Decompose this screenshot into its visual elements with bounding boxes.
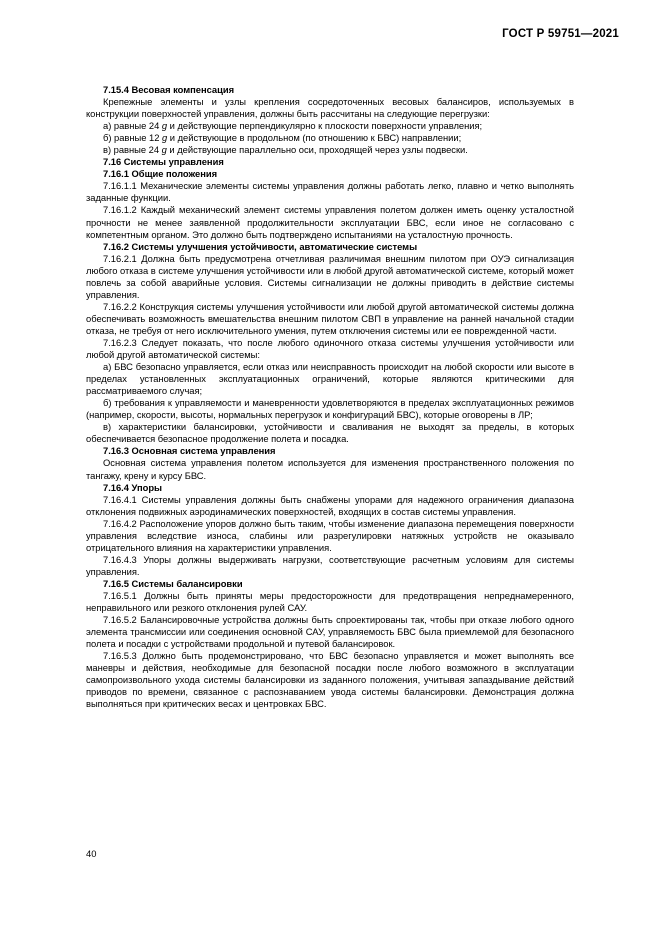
- paragraph-7-15-4-intro: Крепежные элементы и узлы крепления сосредоточенных весовых балансиров, используемых в конструкции поверхностей управления, должны быть рассчитаны на следующие перегрузки:: [86, 96, 574, 120]
- paragraph-7-16-2-2: 7.16.2.2 Конструкция системы улучшения устойчивости или любой другой автоматической системы должна обеспечивать возможность вмешательства внешним пилотом СВП в управление на ранней начальной стадии отказа, не требуя от него исключительного умения, путем отключения системы или ее поврежденной части.: [86, 300, 574, 336]
- paragraph-7-16-1-2: 7.16.1.2 Каждый механический элемент системы управления полетом должен иметь оценку усталостной прочности не менее заявленной продолжительности эксплуатации БВС, если иное не согласовано с компетентным органом. Это должно быть подтверждено испытаниями на усталостную прочность.: [86, 204, 574, 240]
- page-number: 40: [86, 848, 97, 859]
- paragraph-7-16-3-1: Основная система управления полетом используется для изменения пространственного положения по тангажу, крену и курсу БВС.: [86, 457, 574, 481]
- list-item-7-16-2-3-b: б) требования к управляемости и маневренности удовлетворяются в пределах эксплуатационных режимов (например, скорости, высоты, нормальных перегрузок и конфигураций БВС), которые оговорены в ЛР;: [86, 397, 574, 421]
- paragraph-7-16-4-1: 7.16.4.1 Системы управления должны быть снабжены упорами для надежного ограничения диапазона отклонения подвижных аэродинамических поверхностей, входящих в состав системы управления.: [86, 493, 574, 517]
- paragraph-7-16-5-2: 7.16.5.2 Балансировочные устройства должны быть спроектированы так, чтобы при отказе любого одного элемента трансмиссии или соединения основной САУ, управляемость БВС была приемлемой для безопасного полета и посадки с устройствами продольной и путевой балансировок.: [86, 614, 574, 650]
- list-item-7-15-4-v: [86, 144, 574, 156]
- list-item-7-15-4-b: [86, 132, 574, 144]
- heading-7-16: 7.16 Системы управления: [103, 156, 224, 168]
- list-item-text-pre: а) равные 24: [103, 120, 162, 132]
- paragraph-7-16-4-3: 7.16.4.3 Упоры должны выдерживать нагрузки, соответствующие расчетным условиям для системы управления.: [86, 553, 574, 577]
- symbol-g: g: [162, 132, 168, 144]
- page-content: [86, 84, 574, 710]
- list-item-7-16-2-3-a: а) БВС безопасно управляется, если отказ или неисправность происходит на любой скорости или высоте в пределах установленных эксплуатационных ограничений, которые являются критическими для рассматриваемого случая;: [86, 361, 574, 397]
- list-item-text-post: и действующие в продольном (по отношению к БВС) направлении;: [167, 132, 462, 144]
- heading-7-15-4: 7.15.4 Весовая компенсация: [103, 84, 235, 95]
- heading-7-16-5: 7.16.5 Системы балансировки: [103, 577, 243, 589]
- list-item-text-post: и действующие параллельно оси, проходящей через узлы подвески.: [166, 144, 468, 156]
- paragraph-7-16-5-1: 7.16.5.1 Должны быть приняты меры предосторожности для предотвращения непреднамеренного, неправильного или резкого отклонения рулей САУ.: [86, 589, 574, 614]
- paragraph-7-16-4-2: 7.16.4.2 Расположение упоров должно быть таким, чтобы изменение диапазона перемещения поверхности управления вследствие износа, слабины или разрегулировки натяжных устройств не оказывало отрицательного влияния на характеристики управления.: [86, 517, 574, 553]
- list-item-7-16-2-3-v: в) характеристики балансировки, устойчивости и сваливания не выходят за пределы, в которых обеспечивается безопасное продолжение полета и посадка.: [86, 421, 574, 445]
- paragraph-7-16-5-3: 7.16.5.3 Должно быть продемонстрировано, что БВС безопасно управляется и может выполнять все маневры и действия, необходимые для безопасной посадки после любого возможного в эксплуатации самопроизвольного ухода системы балансировки из заданного положения, учитывая запаздывание действий приводов по времени, связанное с распознаванием увода системы балансировки. Демонстрация должна выполняться при критических весах и центровках БВС.: [86, 650, 574, 710]
- paragraph-7-16-2-1: 7.16.2.1 Должна быть предусмотрена отчетливая различимая внешним пилотом при ОУЭ сигнализация любого отказа в системе улучшения устойчивости или в любой другой автоматической системе, который может повлечь за собой аварийные условия. Системы сигнализации не должны приводить в действие системы управления.: [86, 252, 574, 300]
- heading-7-16-1: 7.16.1 Общие положения: [103, 168, 218, 180]
- list-item-7-15-4-a: [86, 120, 574, 132]
- heading-7-16-3: 7.16.3 Основная система управления: [103, 445, 276, 457]
- heading-7-16-4: 7.16.4 Упоры: [103, 481, 163, 493]
- list-item-text-pre: б) равные 12: [103, 132, 163, 144]
- page-header: ГОСТ Р 59751—2021: [502, 28, 619, 40]
- paragraph-7-16-2-3: 7.16.2.3 Следует показать, что после любого одиночного отказа системы улучшения устойчивости или любой другой автоматической системы:: [86, 336, 574, 361]
- symbol-g: g: [161, 120, 168, 132]
- list-item-text-pre: в) равные 24: [103, 144, 162, 156]
- list-item-text-post: и действующие перпендикулярно к плоскости поверхности управления;: [167, 120, 483, 132]
- paragraph-7-16-1-1: 7.16.1.1 Механические элементы системы управления должны работать легко, плавно и четко выполнять заданные функции.: [86, 180, 574, 204]
- symbol-g: g: [161, 144, 167, 156]
- heading-7-16-2: 7.16.2 Системы улучшения устойчивости, автоматические системы: [103, 240, 418, 252]
